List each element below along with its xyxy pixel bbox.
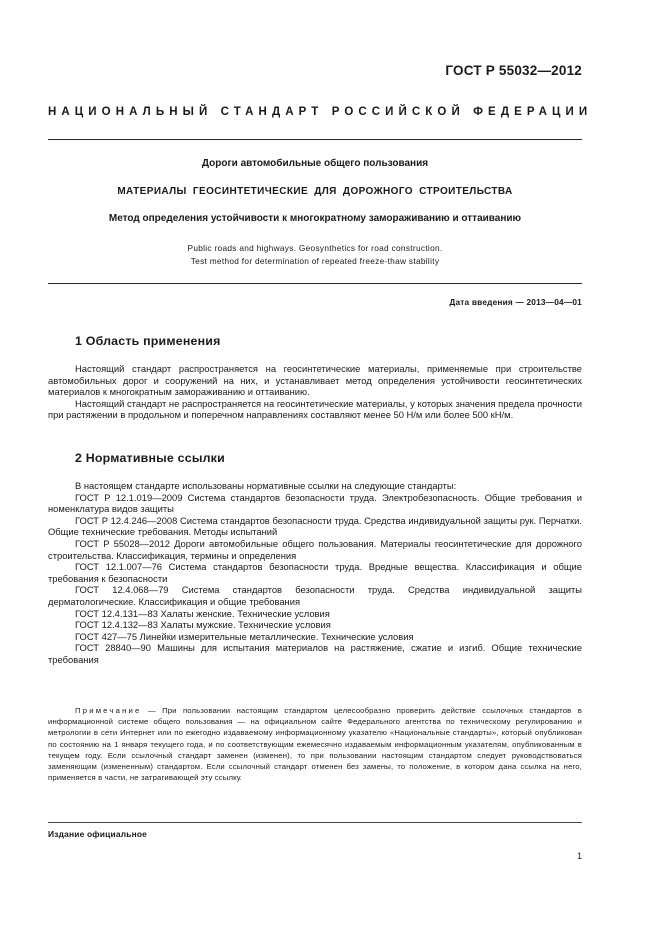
reference-item: ГОСТ Р 12.4.246—2008 Система стандартов безопасности труда. Средства индивидуальной защиты рук. Перчатки. Общие технические требования. Методы испытаний <box>48 514 582 538</box>
note-block <box>48 705 582 783</box>
top-divider <box>48 139 582 140</box>
title-main: МАТЕРИАЛЫ ГЕОСИНТЕТИЧЕСКИЕ ДЛЯ ДОРОЖНОГО СТРОИТЕЛЬСТВА <box>117 186 513 197</box>
footer-divider <box>48 822 582 823</box>
section-2-body <box>48 480 582 666</box>
title-method: Метод определения устойчивости к многократному замораживанию и оттаиванию <box>108 213 522 224</box>
note-paragraph <box>48 705 582 783</box>
reference-item: ГОСТ Р 12.1.019—2009 Система стандартов безопасности труда. Электробезопасность. Общие требования и номенклатура видов защиты <box>48 491 582 515</box>
title-english-line1: Public roads and highways. Geosynthetics for road construction. <box>187 243 443 253</box>
title-divider <box>48 283 582 284</box>
section-1-title: 1 Область применения <box>75 334 221 348</box>
section-1-body <box>48 363 582 421</box>
note-text: — При пользовании настоящим стандартом целесообразно проверить действие ссылочных стандартов в информационной системе общего пользования — на официальном сайте Федерального агентства по техническому регулированию и метрологии в сети Интернет или по ежегодно издаваемому информационному указателю «Национальные стандарты», который опубликован по состоянию на 1 января текущего года, и по соответствующим ежемесячно издаваемым информационным указателям, опубликованным в текущем году. Если ссылочный стандарт заменен (изменен), то при пользовании настоящим стандартом следует руководствоваться заменяющим (измененным) стандартом. Если ссылочный стандарт отменен без замены, то положение, в котором дана ссылка на него, применяется в части, не затрагивающей эту ссылку. <box>48 706 582 783</box>
reference-item: ГОСТ 12.4.131—83 Халаты женские. Технические условия <box>75 607 330 619</box>
intro-date: Дата введения — 2013—04—01 <box>449 297 582 307</box>
reference-item: ГОСТ 12.1.007—76 Система стандартов безопасности труда. Вредные вещества. Классификация и общие требования к безопасности <box>48 561 582 584</box>
section-2-intro: В настоящем стандарте использованы нормативные ссылки на следующие стандарты: <box>75 480 457 491</box>
reference-item: ГОСТ 12.4.132—83 Халаты мужские. Технические условия <box>75 619 331 631</box>
reference-item: ГОСТ 28840—90 Машины для испытания материалов на растяжение, сжатие и изгиб. Общие технические требования <box>48 642 582 665</box>
section-2-title: 2 Нормативные ссылки <box>75 451 225 465</box>
reference-item: ГОСТ Р 55028—2012 Дороги автомобильные общего пользования. Материалы геосинтетические для дорожного строительства. Классификация, термины и определения <box>48 537 582 561</box>
section-1-paragraph: Настоящий стандарт распространяется на геосинтетические материалы, применяемые при строительстве автомобильных дорог и сооружений на них, и устанавливает метод определения устойчивости геосинтетических материалов к многократным замораживанию и оттаиванию. <box>48 363 582 398</box>
edition-label: Издание официальное <box>48 829 147 839</box>
reference-item: ГОСТ 12.4.068—79 Система стандартов безопасности труда. Средства индивидуальной защиты дерматологические. Классификация и общие требования <box>48 584 582 607</box>
reference-item: ГОСТ 427—75 Линейки измерительные металлические. Технические условия <box>75 630 414 642</box>
title-english-line2: Test method for determination of repeated freeze-thaw stability <box>190 256 440 266</box>
section-1-paragraph: Настоящий стандарт не распространяется на геосинтетические материалы, у которых значения предела прочности при растяжении в продольном и поперечном направлениях составляют менее 50 Н/м или более 500 кН/м. <box>48 397 582 421</box>
national-standard-banner: НАЦИОНАЛЬНЫЙ СТАНДАРТ РОССИЙСКОЙ ФЕДЕРАЦИИ <box>48 106 593 118</box>
page-number: 1 <box>576 851 582 861</box>
gost-code: ГОСТ Р 55032—2012 <box>445 63 582 78</box>
title-group: Дороги автомобильные общего пользования <box>201 158 429 169</box>
note-label: Примечание <box>75 706 142 715</box>
